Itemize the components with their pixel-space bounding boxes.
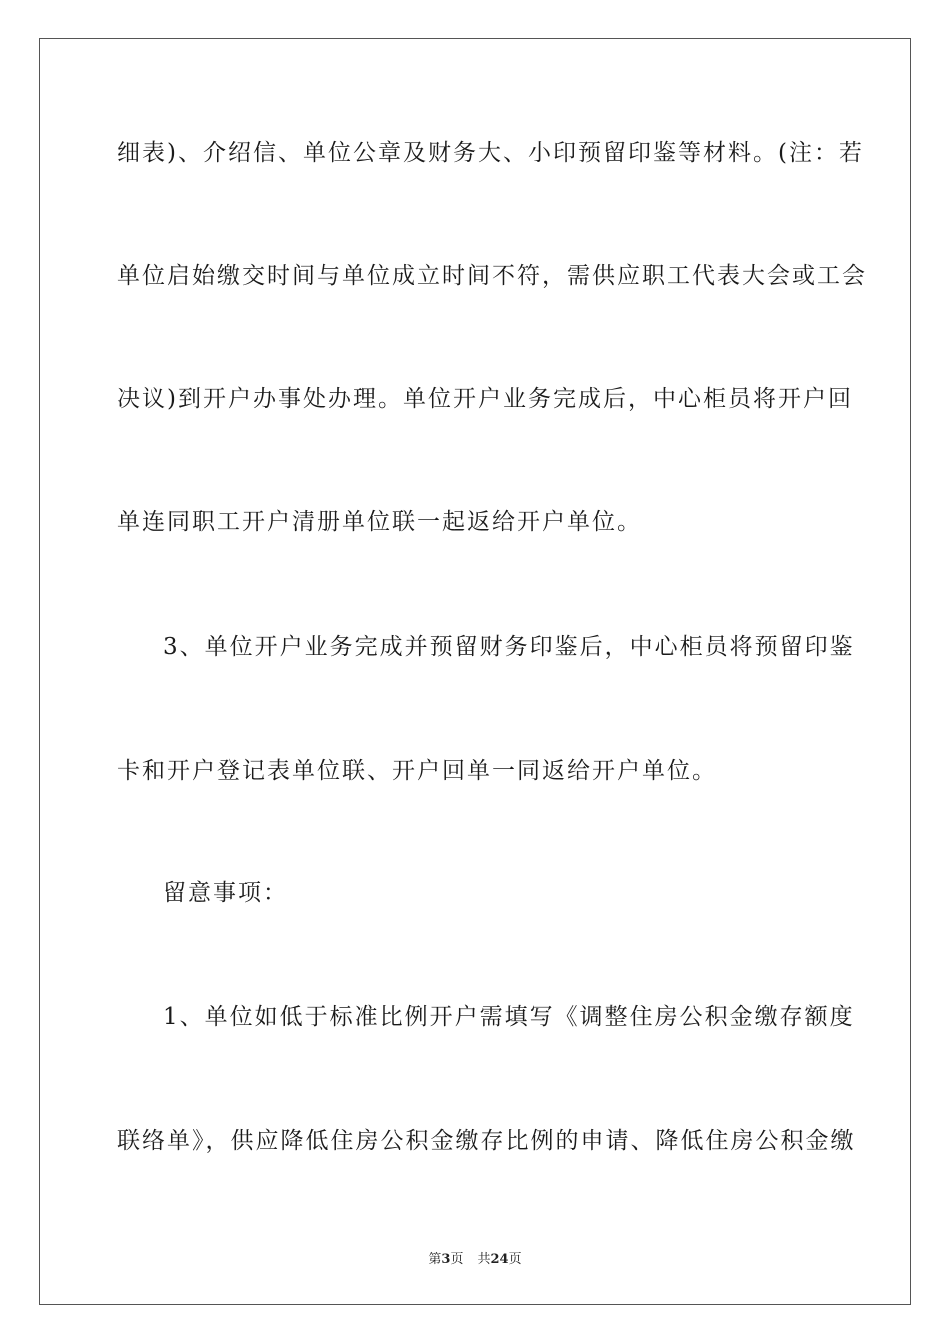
- total-suffix: 页: [508, 1252, 522, 1267]
- body-text-line: 3、单位开户业务完成并预留财务印鉴后，中心柜员将预留印鉴: [163, 634, 855, 660]
- total-prefix: 共: [477, 1252, 491, 1267]
- section-heading: 留意事项：: [163, 880, 288, 906]
- body-text-line: 1、单位如低于标准比例开户需填写《调整住房公积金缴存额度: [163, 1004, 855, 1030]
- page-number: 3: [441, 1252, 451, 1267]
- total-pages: 24: [490, 1252, 509, 1267]
- body-text-line: 决议)到开户办事处办理。单位开户业务完成后，中心柜员将开户回: [117, 386, 853, 412]
- page-prefix: 第: [428, 1252, 442, 1267]
- page-footer: [0, 1248, 950, 1267]
- body-text-line: 联络单》，供应降低住房公积金缴存比例的申请、降低住房公积金缴: [117, 1128, 856, 1154]
- page-border: [39, 38, 911, 1305]
- body-text-line: 单连同职工开户清册单位联一起返给开户单位。: [117, 509, 642, 535]
- body-text-line: 卡和开户登记表单位联、开户回单一同返给开户单位。: [117, 758, 717, 784]
- body-text-line: 单位启始缴交时间与单位成立时间不符，需供应职工代表大会或工会: [117, 263, 867, 289]
- body-text-line: 细表)、介绍信、单位公章及财务大、小印预留印鉴等材料。(注：若: [117, 140, 864, 166]
- page-suffix: 页: [450, 1252, 464, 1267]
